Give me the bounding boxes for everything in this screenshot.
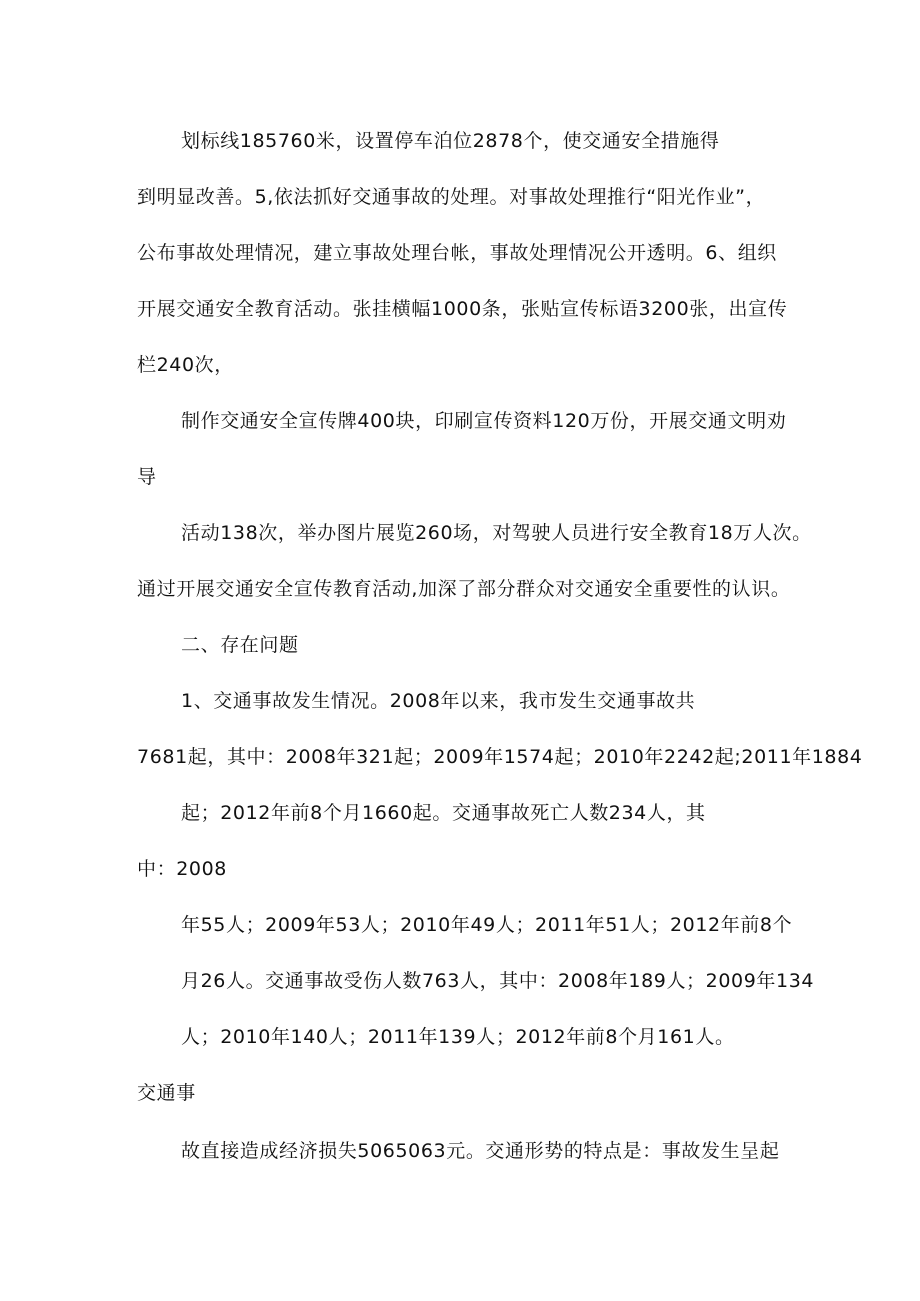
text-line: 起；2012年前8个月1660起。交通事故死亡人数234人，其 [181, 802, 706, 824]
text-line: 划标线185760米，设置停车泊位2878个，使交通安全措施得 [181, 130, 720, 152]
text-line: 到明显改善。5,依法抓好交通事故的处理。对事故处理推行“阳光作业”， [137, 186, 766, 208]
text-line: 栏240次， [137, 354, 234, 376]
text-line: 制作交通安全宣传牌400块，印刷宣传资料120万份，开展交通文明劝 [181, 410, 787, 432]
text-line: 导 [137, 466, 157, 488]
text-line: 交通事 [137, 1082, 196, 1104]
text-line: 7681起，其中：2008年321起；2009年1574起；2010年2242起;2011年1884 [137, 746, 863, 768]
text-line: 年55人；2009年53人；2010年49人；2011年51人；2012年前8个 [181, 914, 793, 936]
text-line: 通过开展交通安全宣传教育活动,加深了部分群众对交通安全重要性的认识。 [137, 578, 791, 600]
text-line: 活动138次，举办图片展览260场，对驾驶人员进行安全教育18万人次。 [181, 522, 812, 544]
text-line: 故直接造成经济损失5065063元。交通形势的特点是：事故发生呈起 [181, 1140, 780, 1162]
text-line: 开展交通安全教育活动。张挂横幅1000条，张贴宣传标语3200张，出宣传 [137, 298, 788, 320]
section-heading: 二、存在问题 [181, 634, 299, 656]
text-line: 中：2008 [137, 858, 227, 880]
text-line: 公布事故处理情况，建立事故处理台帐，事故处理情况公开透明。6、组织 [137, 242, 777, 264]
text-line: 1、交通事故发生情况。2008年以来，我市发生交通事故共 [181, 690, 696, 712]
text-line: 月26人。交通事故受伤人数763人，其中：2008年189人；2009年134 [181, 970, 815, 992]
text-line: 人；2010年140人；2011年139人；2012年前8个月161人。 [181, 1026, 735, 1048]
